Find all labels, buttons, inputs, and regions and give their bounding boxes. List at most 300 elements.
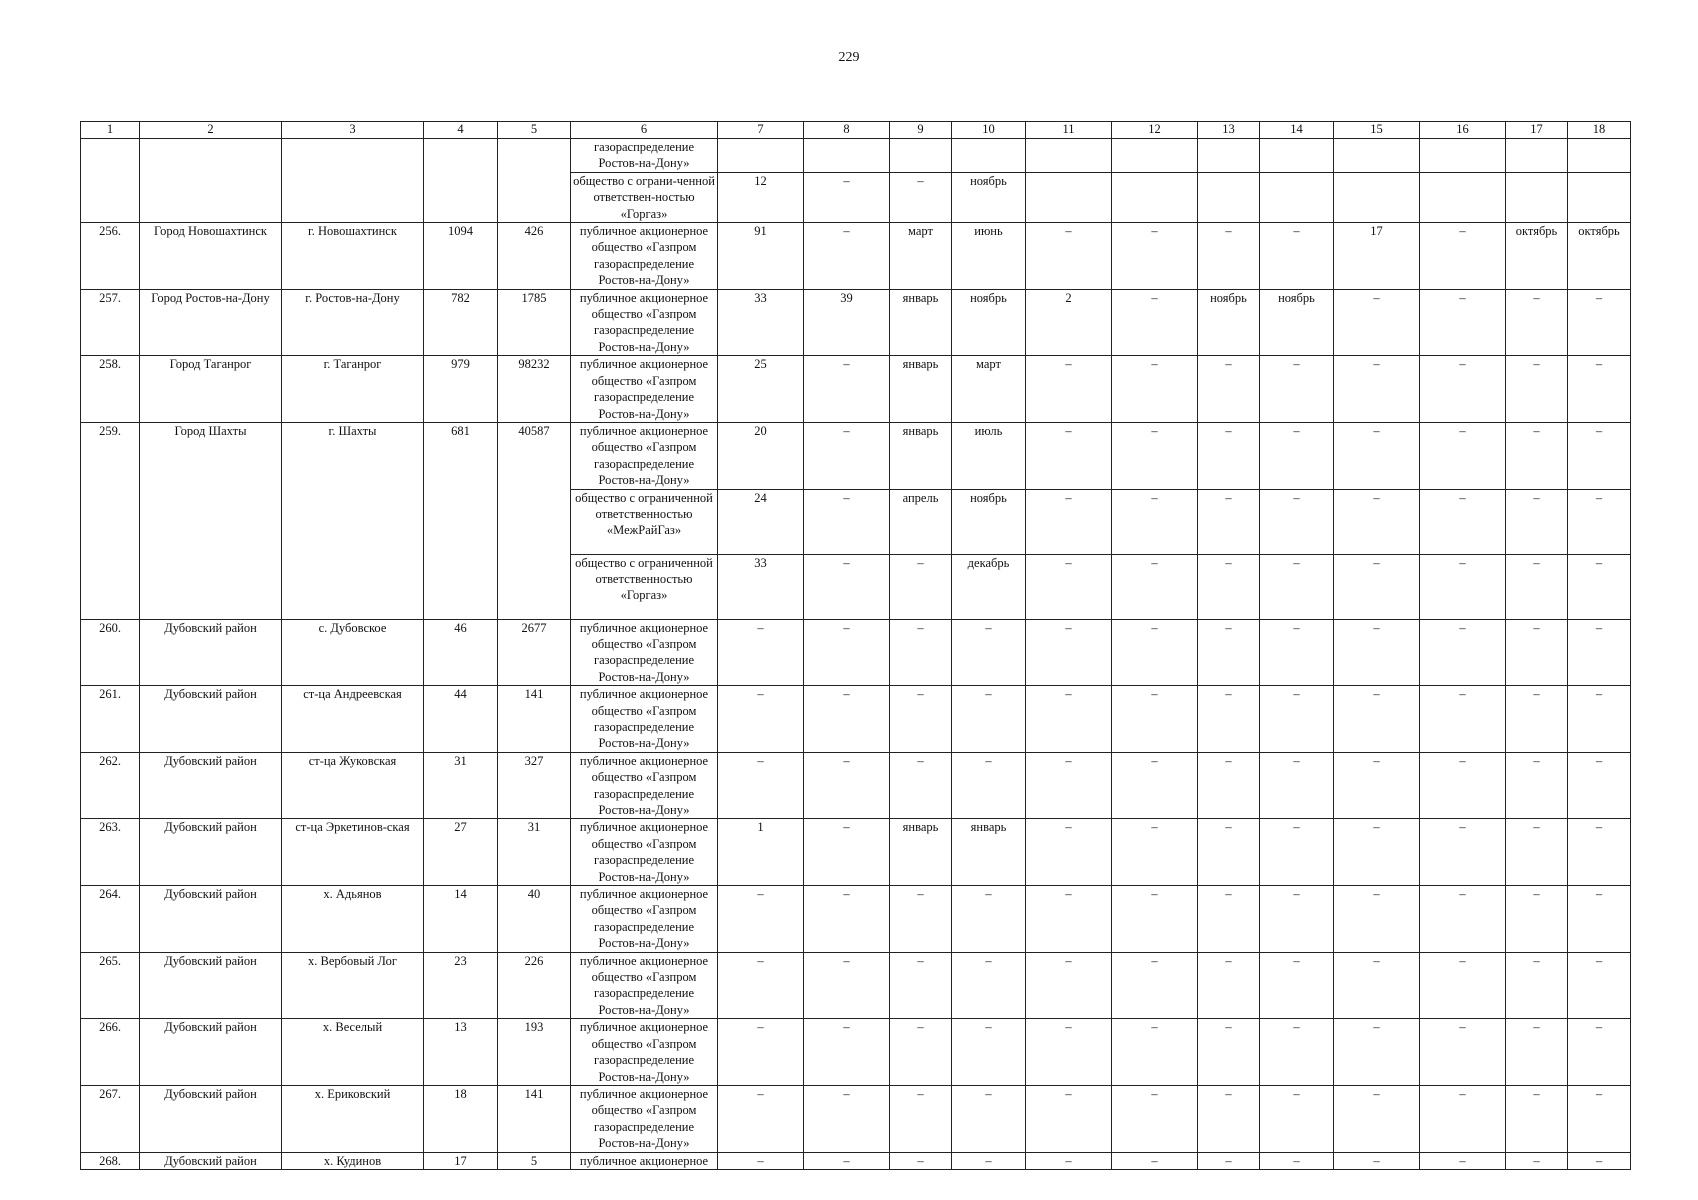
row-number-cell: 268. bbox=[81, 1152, 140, 1169]
value-cell: – bbox=[804, 952, 890, 1019]
value-cell: 12 bbox=[718, 172, 804, 222]
organization-cell: общество с ограни-ченной ответствен-ностью «Горгаз» bbox=[571, 172, 718, 222]
value-cell bbox=[1506, 172, 1568, 222]
column-number-header: 8 bbox=[804, 122, 890, 139]
value-cell: 33 bbox=[718, 554, 804, 619]
district-cell: Дубовский район bbox=[140, 1085, 282, 1152]
organization-cell: публичное акционерное общество «Газпром газораспределение Ростов-на-Дону» bbox=[571, 952, 718, 1019]
organization-cell: публичное акционерное общество «Газпром газораспределение Ростов-на-Дону» bbox=[571, 1085, 718, 1152]
organization-cell: публичное акционерное общество «Газпром газораспределение Ростов-на-Дону» bbox=[571, 752, 718, 819]
table-row bbox=[81, 223, 1631, 290]
value-cell: – bbox=[1568, 752, 1631, 819]
value-cell: – bbox=[1198, 886, 1260, 953]
value-cell: – bbox=[1568, 619, 1631, 686]
column-number-header: 1 bbox=[81, 122, 140, 139]
value-cell: – bbox=[718, 619, 804, 686]
value-cell: – bbox=[1420, 686, 1506, 753]
column-4-cell: 782 bbox=[424, 289, 498, 356]
value-cell: – bbox=[1568, 819, 1631, 886]
district-cell: Дубовский район bbox=[140, 1152, 282, 1169]
column-number-header: 18 bbox=[1568, 122, 1631, 139]
column-number-header: 10 bbox=[952, 122, 1026, 139]
column-5-cell: 226 bbox=[498, 952, 571, 1019]
organization-cell: публичное акционерное общество «Газпром газораспределение Ростов-на-Дону» bbox=[571, 619, 718, 686]
empty-cell bbox=[1260, 139, 1334, 173]
value-cell: – bbox=[1420, 1085, 1506, 1152]
empty-cell bbox=[952, 139, 1026, 173]
organization-cell: общество с ограниченной ответственностью «Горгаз» bbox=[571, 554, 718, 619]
column-number-header: 7 bbox=[718, 122, 804, 139]
value-cell: – bbox=[1334, 1085, 1420, 1152]
value-cell: – bbox=[1568, 554, 1631, 619]
column-number-header: 5 bbox=[498, 122, 571, 139]
locality-cell: г. Шахты bbox=[282, 422, 424, 619]
column-5-cell: 141 bbox=[498, 1085, 571, 1152]
row-number-cell: 262. bbox=[81, 752, 140, 819]
value-cell: – bbox=[1198, 1019, 1260, 1086]
value-cell: – bbox=[1420, 752, 1506, 819]
column-4-cell: 46 bbox=[424, 619, 498, 686]
locality-cell: ст-ца Эркетинов-ская bbox=[282, 819, 424, 886]
value-cell: – bbox=[1506, 356, 1568, 423]
value-cell: – bbox=[804, 1152, 890, 1169]
value-cell: – bbox=[1506, 1152, 1568, 1169]
column-number-header: 14 bbox=[1260, 122, 1334, 139]
empty-cell bbox=[1198, 139, 1260, 173]
column-number-header: 2 bbox=[140, 122, 282, 139]
value-cell: – bbox=[1198, 356, 1260, 423]
value-cell: 2 bbox=[1026, 289, 1112, 356]
value-cell: – bbox=[890, 1085, 952, 1152]
empty-cell bbox=[1112, 139, 1198, 173]
value-cell: – bbox=[1112, 223, 1198, 290]
table-row bbox=[81, 422, 1631, 489]
column-5-cell: 141 bbox=[498, 686, 571, 753]
value-cell: – bbox=[1568, 356, 1631, 423]
value-cell: – bbox=[1260, 952, 1334, 1019]
value-cell: – bbox=[1568, 422, 1631, 489]
value-cell: 91 bbox=[718, 223, 804, 290]
value-cell: – bbox=[1506, 619, 1568, 686]
value-cell: – bbox=[1420, 819, 1506, 886]
value-cell: – bbox=[1506, 819, 1568, 886]
value-cell: – bbox=[1260, 1085, 1334, 1152]
value-cell: март bbox=[952, 356, 1026, 423]
locality-cell: х. Веселый bbox=[282, 1019, 424, 1086]
value-cell: – bbox=[1260, 1152, 1334, 1169]
organization-cell: публичное акционерное общество «Газпром газораспределение Ростов-на-Дону» bbox=[571, 422, 718, 489]
value-cell: – bbox=[1260, 819, 1334, 886]
empty-cell bbox=[1568, 139, 1631, 173]
empty-cell bbox=[718, 139, 804, 173]
value-cell: – bbox=[1568, 489, 1631, 554]
value-cell: – bbox=[1420, 1019, 1506, 1086]
column-5-cell: 193 bbox=[498, 1019, 571, 1086]
column-number-header: 13 bbox=[1198, 122, 1260, 139]
value-cell: – bbox=[1112, 1152, 1198, 1169]
row-number-cell: 259. bbox=[81, 422, 140, 619]
row-number-cell: 264. bbox=[81, 886, 140, 953]
value-cell: – bbox=[952, 1085, 1026, 1152]
column-4-cell: 14 bbox=[424, 886, 498, 953]
value-cell: – bbox=[952, 886, 1026, 953]
empty-cell bbox=[81, 139, 140, 223]
value-cell: – bbox=[1334, 422, 1420, 489]
value-cell: – bbox=[1334, 619, 1420, 686]
value-cell: – bbox=[1112, 489, 1198, 554]
value-cell bbox=[1260, 172, 1334, 222]
empty-cell bbox=[1506, 139, 1568, 173]
organization-cell: публичное акционерное bbox=[571, 1152, 718, 1169]
value-cell: – bbox=[1112, 356, 1198, 423]
page-number: 229 bbox=[838, 50, 860, 65]
value-cell bbox=[1334, 172, 1420, 222]
value-cell: – bbox=[1334, 752, 1420, 819]
column-5-cell: 2677 bbox=[498, 619, 571, 686]
district-cell: Дубовский район bbox=[140, 952, 282, 1019]
value-cell: октябрь bbox=[1506, 223, 1568, 290]
locality-cell: х. Вербовый Лог bbox=[282, 952, 424, 1019]
organization-cell: публичное акционерное общество «Газпром газораспределение Ростов-на-Дону» bbox=[571, 686, 718, 753]
value-cell: – bbox=[1198, 819, 1260, 886]
column-number-header: 6 bbox=[571, 122, 718, 139]
value-cell: – bbox=[1334, 819, 1420, 886]
column-number-header: 16 bbox=[1420, 122, 1506, 139]
value-cell: – bbox=[890, 686, 952, 753]
column-5-cell: 426 bbox=[498, 223, 571, 290]
value-cell: – bbox=[1026, 886, 1112, 953]
column-number-header-row bbox=[81, 122, 1631, 139]
value-cell: – bbox=[1260, 422, 1334, 489]
value-cell: ноябрь bbox=[952, 289, 1026, 356]
value-cell: – bbox=[1334, 952, 1420, 1019]
value-cell: июль bbox=[952, 422, 1026, 489]
column-4-cell: 17 bbox=[424, 1152, 498, 1169]
value-cell: январь bbox=[890, 422, 952, 489]
value-cell: – bbox=[1420, 554, 1506, 619]
locality-cell: ст-ца Андреевская bbox=[282, 686, 424, 753]
column-number-header: 12 bbox=[1112, 122, 1198, 139]
value-cell: – bbox=[1506, 886, 1568, 953]
value-cell: – bbox=[1568, 886, 1631, 953]
value-cell: – bbox=[1112, 752, 1198, 819]
column-4-cell: 44 bbox=[424, 686, 498, 753]
value-cell: – bbox=[890, 1019, 952, 1086]
value-cell: 25 bbox=[718, 356, 804, 423]
organization-cell: публичное акционерное общество «Газпром газораспределение Ростов-на-Дону» bbox=[571, 1019, 718, 1086]
value-cell: – bbox=[718, 1152, 804, 1169]
value-cell: – bbox=[1506, 1085, 1568, 1152]
column-5-cell: 327 bbox=[498, 752, 571, 819]
empty-cell bbox=[1334, 139, 1420, 173]
district-cell: Дубовский район bbox=[140, 886, 282, 953]
value-cell: – bbox=[1568, 1085, 1631, 1152]
table-row bbox=[81, 1152, 1631, 1169]
column-number-header: 11 bbox=[1026, 122, 1112, 139]
locality-cell: г. Ростов-на-Дону bbox=[282, 289, 424, 356]
value-cell: – bbox=[1506, 952, 1568, 1019]
locality-cell: х. Адьянов bbox=[282, 886, 424, 953]
row-number-cell: 263. bbox=[81, 819, 140, 886]
value-cell: – bbox=[952, 619, 1026, 686]
district-cell: Город Новошахтинск bbox=[140, 223, 282, 290]
value-cell: – bbox=[804, 489, 890, 554]
empty-cell bbox=[1026, 139, 1112, 173]
value-cell: – bbox=[1198, 619, 1260, 686]
table-row-continuation bbox=[81, 139, 1631, 173]
column-4-cell: 681 bbox=[424, 422, 498, 619]
value-cell: 20 bbox=[718, 422, 804, 489]
district-cell: Дубовский район bbox=[140, 686, 282, 753]
value-cell: – bbox=[952, 752, 1026, 819]
value-cell: – bbox=[1506, 422, 1568, 489]
value-cell: – bbox=[1420, 1152, 1506, 1169]
column-5-cell: 98232 bbox=[498, 356, 571, 423]
value-cell: – bbox=[804, 172, 890, 222]
value-cell: июнь bbox=[952, 223, 1026, 290]
column-5-cell: 1785 bbox=[498, 289, 571, 356]
value-cell: – bbox=[1026, 356, 1112, 423]
organization-cell: публичное акционерное общество «Газпром газораспределение Ростов-на-Дону» bbox=[571, 819, 718, 886]
column-4-cell: 23 bbox=[424, 952, 498, 1019]
organization-cell: газораспределение Ростов-на-Дону» bbox=[571, 139, 718, 173]
value-cell: – bbox=[1260, 752, 1334, 819]
value-cell: 33 bbox=[718, 289, 804, 356]
value-cell: – bbox=[1260, 619, 1334, 686]
table-row bbox=[81, 752, 1631, 819]
value-cell: – bbox=[1506, 686, 1568, 753]
value-cell: – bbox=[1198, 489, 1260, 554]
value-cell: – bbox=[1026, 1019, 1112, 1086]
value-cell: – bbox=[1026, 422, 1112, 489]
column-4-cell: 1094 bbox=[424, 223, 498, 290]
row-number-cell: 267. bbox=[81, 1085, 140, 1152]
district-cell: Дубовский район bbox=[140, 819, 282, 886]
district-cell: Дубовский район bbox=[140, 1019, 282, 1086]
value-cell: – bbox=[804, 1019, 890, 1086]
value-cell: – bbox=[890, 619, 952, 686]
value-cell: – bbox=[1568, 1152, 1631, 1169]
value-cell: – bbox=[804, 356, 890, 423]
value-cell: – bbox=[804, 819, 890, 886]
value-cell bbox=[1112, 172, 1198, 222]
value-cell: – bbox=[890, 1152, 952, 1169]
table-row bbox=[81, 819, 1631, 886]
value-cell: – bbox=[890, 554, 952, 619]
value-cell: – bbox=[1334, 886, 1420, 953]
value-cell: апрель bbox=[890, 489, 952, 554]
value-cell: – bbox=[1506, 752, 1568, 819]
empty-cell bbox=[890, 139, 952, 173]
table-row bbox=[81, 686, 1631, 753]
table-row bbox=[81, 356, 1631, 423]
value-cell: – bbox=[890, 752, 952, 819]
organization-cell: общество с ограниченной ответственностью «МежРайГаз» bbox=[571, 489, 718, 554]
value-cell: – bbox=[804, 223, 890, 290]
value-cell: – bbox=[1420, 489, 1506, 554]
value-cell: 17 bbox=[1334, 223, 1420, 290]
value-cell: – bbox=[1334, 1152, 1420, 1169]
value-cell: январь bbox=[890, 819, 952, 886]
value-cell: – bbox=[1198, 686, 1260, 753]
value-cell: – bbox=[952, 1152, 1026, 1169]
value-cell: – bbox=[1260, 489, 1334, 554]
table-row bbox=[81, 1019, 1631, 1086]
value-cell: – bbox=[1026, 619, 1112, 686]
value-cell: – bbox=[1026, 554, 1112, 619]
value-cell: – bbox=[1420, 952, 1506, 1019]
value-cell: – bbox=[1420, 422, 1506, 489]
value-cell: январь bbox=[890, 289, 952, 356]
column-4-cell: 979 bbox=[424, 356, 498, 423]
empty-cell bbox=[1420, 139, 1506, 173]
column-4-cell: 13 bbox=[424, 1019, 498, 1086]
value-cell: октябрь bbox=[1568, 223, 1631, 290]
value-cell: – bbox=[952, 1019, 1026, 1086]
value-cell: – bbox=[804, 554, 890, 619]
row-number-cell: 261. bbox=[81, 686, 140, 753]
value-cell: – bbox=[890, 952, 952, 1019]
value-cell: – bbox=[1506, 289, 1568, 356]
value-cell: ноябрь bbox=[952, 489, 1026, 554]
empty-cell bbox=[424, 139, 498, 223]
value-cell: – bbox=[1112, 1085, 1198, 1152]
value-cell: – bbox=[1506, 554, 1568, 619]
value-cell: – bbox=[1568, 686, 1631, 753]
value-cell: – bbox=[890, 172, 952, 222]
table-row bbox=[81, 289, 1631, 356]
value-cell: 24 bbox=[718, 489, 804, 554]
value-cell: – bbox=[1026, 752, 1112, 819]
value-cell: – bbox=[1420, 356, 1506, 423]
value-cell: – bbox=[1198, 422, 1260, 489]
value-cell: – bbox=[1198, 1085, 1260, 1152]
row-number-cell: 260. bbox=[81, 619, 140, 686]
column-number-header: 9 bbox=[890, 122, 952, 139]
value-cell: – bbox=[1260, 686, 1334, 753]
value-cell: – bbox=[1506, 1019, 1568, 1086]
column-5-cell: 5 bbox=[498, 1152, 571, 1169]
value-cell bbox=[1420, 172, 1506, 222]
value-cell: – bbox=[718, 952, 804, 1019]
table-row bbox=[81, 619, 1631, 686]
value-cell: – bbox=[1260, 1019, 1334, 1086]
row-number-cell: 265. bbox=[81, 952, 140, 1019]
column-4-cell: 27 bbox=[424, 819, 498, 886]
value-cell bbox=[1198, 172, 1260, 222]
column-number-header: 3 bbox=[282, 122, 424, 139]
value-cell: – bbox=[1026, 1085, 1112, 1152]
table-row bbox=[81, 886, 1631, 953]
value-cell: – bbox=[1420, 886, 1506, 953]
district-cell: Город Таганрог bbox=[140, 356, 282, 423]
value-cell: – bbox=[1026, 1152, 1112, 1169]
row-number-cell: 258. bbox=[81, 356, 140, 423]
value-cell bbox=[1026, 172, 1112, 222]
column-4-cell: 18 bbox=[424, 1085, 498, 1152]
locality-cell: г. Таганрог bbox=[282, 356, 424, 423]
value-cell: – bbox=[1026, 819, 1112, 886]
column-4-cell: 31 bbox=[424, 752, 498, 819]
district-cell: Дубовский район bbox=[140, 619, 282, 686]
locality-cell: х. Ериковский bbox=[282, 1085, 424, 1152]
value-cell: – bbox=[804, 619, 890, 686]
row-number-cell: 266. bbox=[81, 1019, 140, 1086]
value-cell: – bbox=[1112, 422, 1198, 489]
value-cell: – bbox=[1334, 356, 1420, 423]
value-cell: – bbox=[1568, 289, 1631, 356]
column-number-header: 4 bbox=[424, 122, 498, 139]
value-cell: – bbox=[1026, 686, 1112, 753]
value-cell: – bbox=[952, 686, 1026, 753]
value-cell: март bbox=[890, 223, 952, 290]
organization-cell: публичное акционерное общество «Газпром газораспределение Ростов-на-Дону» bbox=[571, 886, 718, 953]
value-cell: январь bbox=[952, 819, 1026, 886]
locality-cell: г. Новошахтинск bbox=[282, 223, 424, 290]
value-cell: – bbox=[1334, 686, 1420, 753]
value-cell: – bbox=[804, 752, 890, 819]
value-cell: – bbox=[1334, 289, 1420, 356]
value-cell: – bbox=[804, 686, 890, 753]
table-row bbox=[81, 1085, 1631, 1152]
value-cell: – bbox=[1260, 886, 1334, 953]
value-cell bbox=[1568, 172, 1631, 222]
value-cell: – bbox=[1112, 886, 1198, 953]
column-5-cell: 40587 bbox=[498, 422, 571, 619]
locality-cell: х. Кудинов bbox=[282, 1152, 424, 1169]
empty-cell bbox=[140, 139, 282, 223]
value-cell: – bbox=[1026, 489, 1112, 554]
value-cell: – bbox=[804, 422, 890, 489]
value-cell: – bbox=[1334, 489, 1420, 554]
district-cell: Город Ростов-на-Дону bbox=[140, 289, 282, 356]
column-number-header: 15 bbox=[1334, 122, 1420, 139]
row-number-cell: 257. bbox=[81, 289, 140, 356]
value-cell: – bbox=[952, 952, 1026, 1019]
district-cell: Город Шахты bbox=[140, 422, 282, 619]
value-cell: – bbox=[1260, 356, 1334, 423]
gasification-schedule-table bbox=[80, 121, 1631, 1170]
value-cell: – bbox=[1420, 619, 1506, 686]
value-cell: январь bbox=[890, 356, 952, 423]
value-cell: – bbox=[1112, 686, 1198, 753]
value-cell: – bbox=[1112, 554, 1198, 619]
value-cell: 39 bbox=[804, 289, 890, 356]
value-cell: – bbox=[718, 886, 804, 953]
column-5-cell: 31 bbox=[498, 819, 571, 886]
value-cell: – bbox=[1260, 223, 1334, 290]
district-cell: Дубовский район bbox=[140, 752, 282, 819]
value-cell: – bbox=[890, 886, 952, 953]
empty-cell bbox=[282, 139, 424, 223]
value-cell: – bbox=[1420, 223, 1506, 290]
empty-cell bbox=[498, 139, 571, 223]
value-cell: – bbox=[1112, 819, 1198, 886]
value-cell: – bbox=[718, 1019, 804, 1086]
organization-cell: публичное акционерное общество «Газпром газораспределение Ростов-на-Дону» bbox=[571, 289, 718, 356]
value-cell: – bbox=[718, 752, 804, 819]
value-cell: – bbox=[1260, 554, 1334, 619]
value-cell: – bbox=[718, 1085, 804, 1152]
value-cell: – bbox=[1568, 952, 1631, 1019]
value-cell: – bbox=[804, 886, 890, 953]
value-cell: ноябрь bbox=[1198, 289, 1260, 356]
value-cell: – bbox=[1112, 619, 1198, 686]
value-cell: – bbox=[1198, 223, 1260, 290]
locality-cell: с. Дубовское bbox=[282, 619, 424, 686]
value-cell: ноябрь bbox=[952, 172, 1026, 222]
value-cell: – bbox=[1334, 1019, 1420, 1086]
